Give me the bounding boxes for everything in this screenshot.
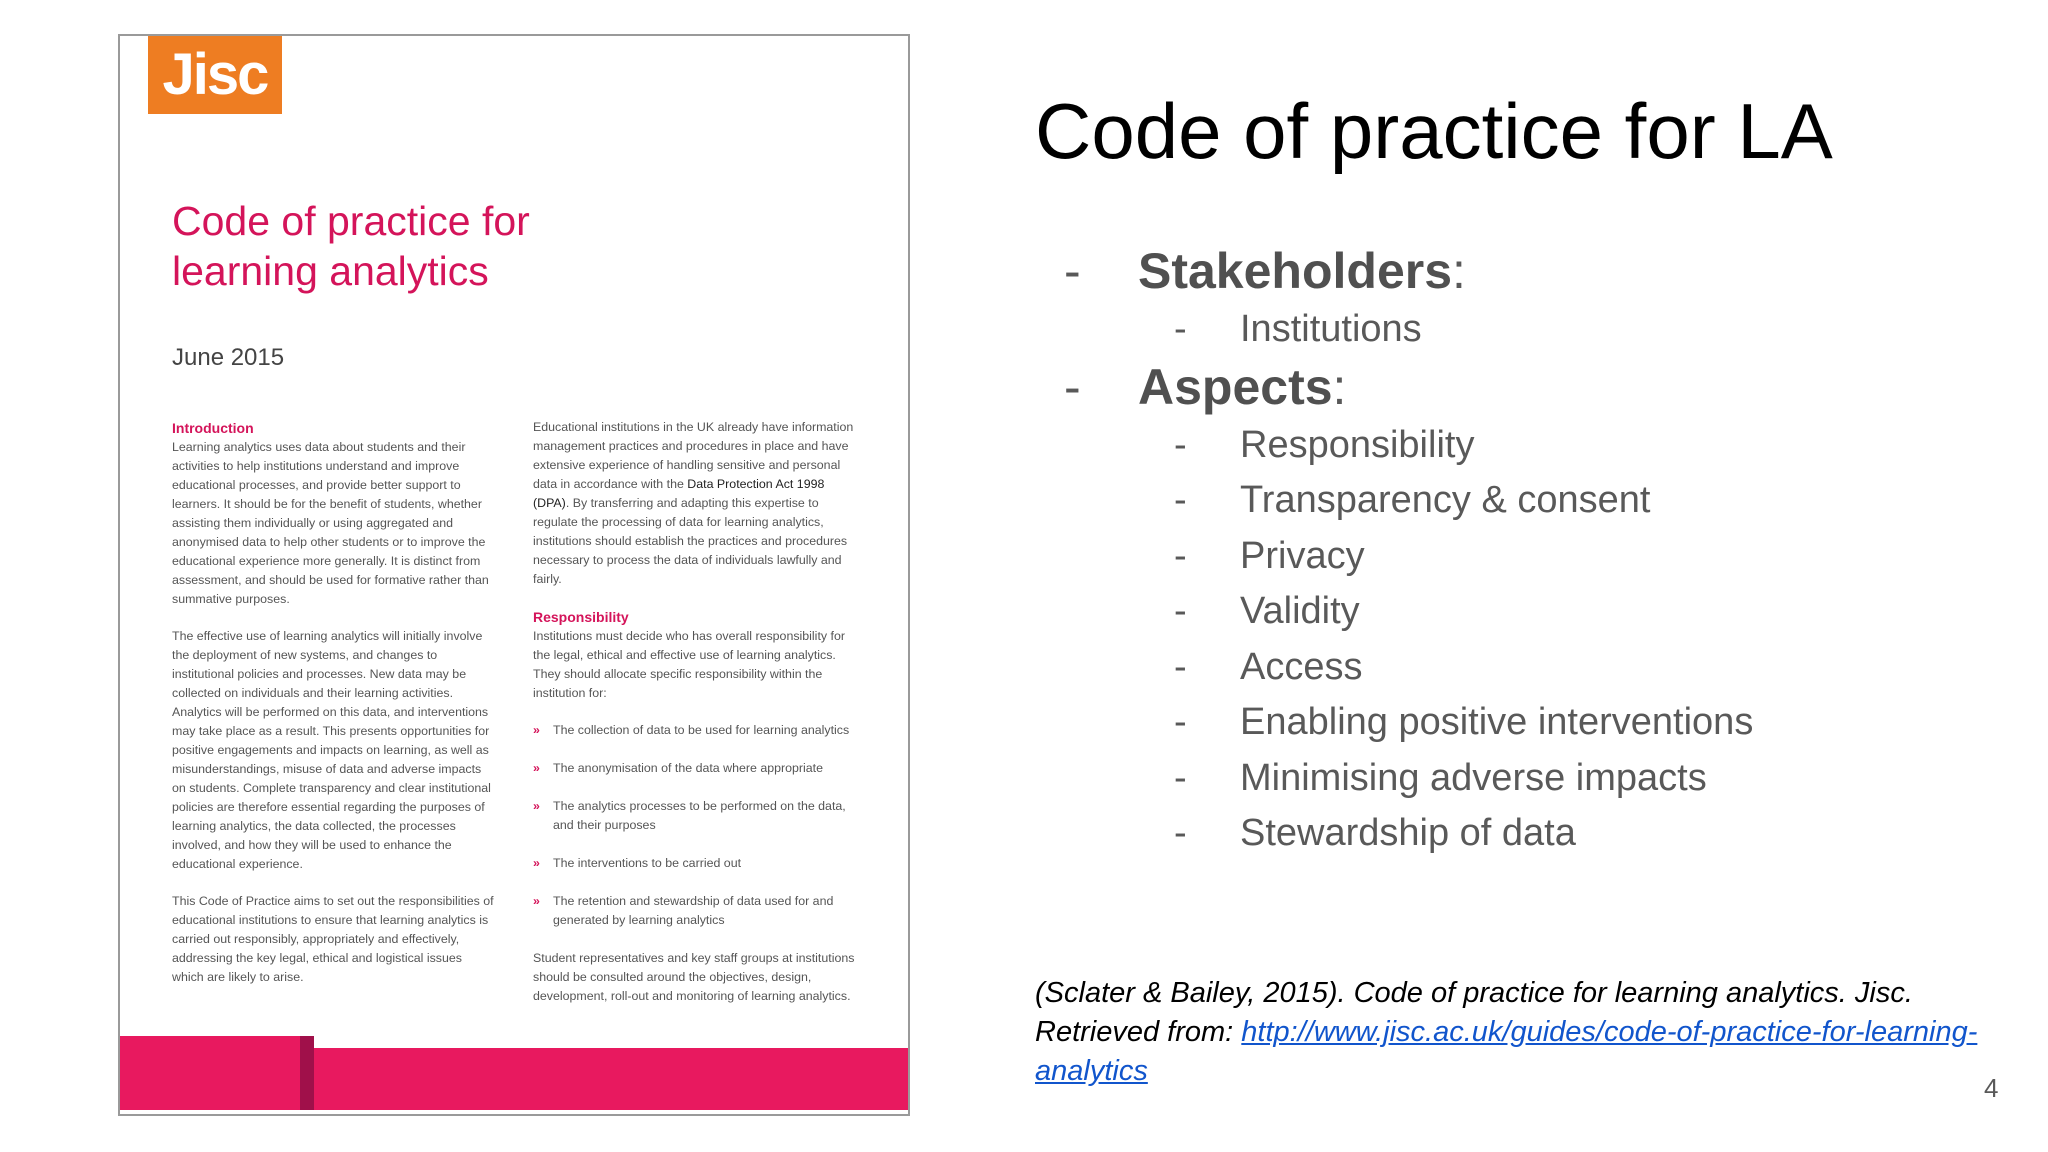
- dash-bullet: -: [1064, 243, 1081, 299]
- aspects-label: Aspects: [1138, 358, 1333, 415]
- citation-link[interactable]: http://www.jisc.ac.uk/guides/code-of-practice-for-learning-analytics: [1035, 1016, 1978, 1087]
- outline-stakeholders: - Stakeholders:: [1064, 240, 1753, 302]
- outline-item-transparency: - Transparency & consent: [1174, 479, 1651, 521]
- document-thumbnail: [118, 34, 910, 1116]
- list-item: » The interventions to be carried out: [533, 854, 863, 873]
- intro-paragraph-1: Learning analytics uses data about students and their activities to help institutions understand and improve educational processes, and provide better support to learners. It should be for the benefit of students, whether assisting them individually or using aggregated and anonymised data to help other students or to improve the educational experience more generally. It is distinct from assessment, and should be used for formative rather than summative purposes.: [172, 440, 489, 606]
- outline-item-stewardship: - Stewardship of data: [1174, 812, 1576, 854]
- outline-item-interventions: - Enabling positive interventions: [1174, 701, 1754, 743]
- jisc-logo: Jisc: [148, 36, 282, 114]
- document-left-column: [172, 418, 494, 1005]
- outline-item-privacy: - Privacy: [1174, 534, 1365, 577]
- slide-title: Code of practice for LA: [1035, 87, 1833, 175]
- citation-text: (Sclater & Bailey, 2015). Code of practice for learning analytics. Jisc. Retrieved from:: [1035, 977, 1913, 1048]
- outline-item-adverse-impacts: - Minimising adverse impacts: [1174, 756, 1707, 799]
- list-item: » The collection of data to be used for learning analytics: [533, 721, 863, 740]
- dpa-paragraph: Educational institutions in the UK already have information management practices and procedures in place and have extensive experience of handling sensitive and personal data in accordance with the Data Protection Act 1998 (DPA). By transferring and adapting this expertise to regulate the processing of data for learning analytics, institutions should establish the practices and procedures necessary to process the data of individuals lawfully and fairly.: [533, 420, 854, 586]
- page-number: 4: [1984, 1073, 1999, 1103]
- responsibility-paragraph: Institutions must decide who has overall responsibility for the legal, ethical and effective use of learning analytics. They should allocate specific responsibility within the institution for:: [533, 629, 845, 700]
- outline-item-access: - Access: [1174, 645, 1363, 688]
- document-title-line1: Code of practice for: [172, 198, 530, 244]
- list-item: » The analytics processes to be performed on the data, and their purposes: [533, 799, 846, 832]
- responsibility-list: [533, 721, 863, 930]
- list-item: » The retention and stewardship of data used for and generated by learning analytics: [533, 894, 834, 927]
- slide-outline: [1064, 240, 1753, 862]
- chevron-right-icon: »: [533, 761, 540, 775]
- footer-band-accent: [120, 1036, 305, 1048]
- dash-bullet: -: [1174, 308, 1187, 350]
- footer-band: [120, 1048, 908, 1110]
- chevron-right-icon: »: [533, 723, 540, 737]
- introduction-heading: Introduction: [172, 420, 254, 436]
- chevron-right-icon: »: [533, 894, 540, 908]
- outline-aspects: - Aspects:: [1064, 356, 1753, 418]
- closing-paragraph: Student representatives and key staff groups at institutions should be consulted around the objectives, design, development, roll-out and monitoring of learning analytics.: [533, 951, 855, 1003]
- chevron-right-icon: »: [533, 856, 540, 870]
- citation: [1035, 974, 1995, 1091]
- list-item: » The anonymisation of the data where appropriate: [533, 759, 863, 778]
- responsibility-heading: Responsibility: [533, 609, 629, 625]
- document-right-column: [533, 418, 863, 1024]
- document-title: [172, 196, 672, 296]
- outline-item-validity: - Validity: [1174, 590, 1360, 632]
- document-title-line2: learning analytics: [172, 248, 489, 294]
- outline-item-institutions: - Institutions: [1064, 302, 1753, 358]
- chevron-right-icon: »: [533, 799, 540, 813]
- intro-paragraph-2: The effective use of learning analytics will initially involve the deployment of new systems, and changes to institutional policies and processes. New data may be collected on individuals and their learning activities. Analytics will be performed on this data, and interventions may take place as a result. This presents opportunities for positive engagements and impacts on learning, as well as misunderstandings, misuse of data and adverse impacts on students. Complete transparency and clear institutional policies are therefore essential regarding the purposes of learning analytics, the data collected, the processes involved, and how they will be used to enhance the educational experience.: [172, 629, 491, 871]
- intro-paragraph-3: This Code of Practice aims to set out the responsibilities of educational institutions to ensure that learning analytics is carried out responsibly, appropriately and effectively, addressing the key legal, ethical and logistical issues which are likely to arise.: [172, 894, 494, 984]
- dpa-reference: Data Protection Act 1998 (DPA): [533, 477, 825, 510]
- outline-item-responsibility: - Responsibility: [1174, 423, 1475, 466]
- footer-band-notch: [300, 1036, 314, 1110]
- document-date: June 2015: [172, 344, 285, 371]
- stakeholders-label: Stakeholders: [1138, 243, 1453, 299]
- dash-bullet: -: [1064, 358, 1081, 415]
